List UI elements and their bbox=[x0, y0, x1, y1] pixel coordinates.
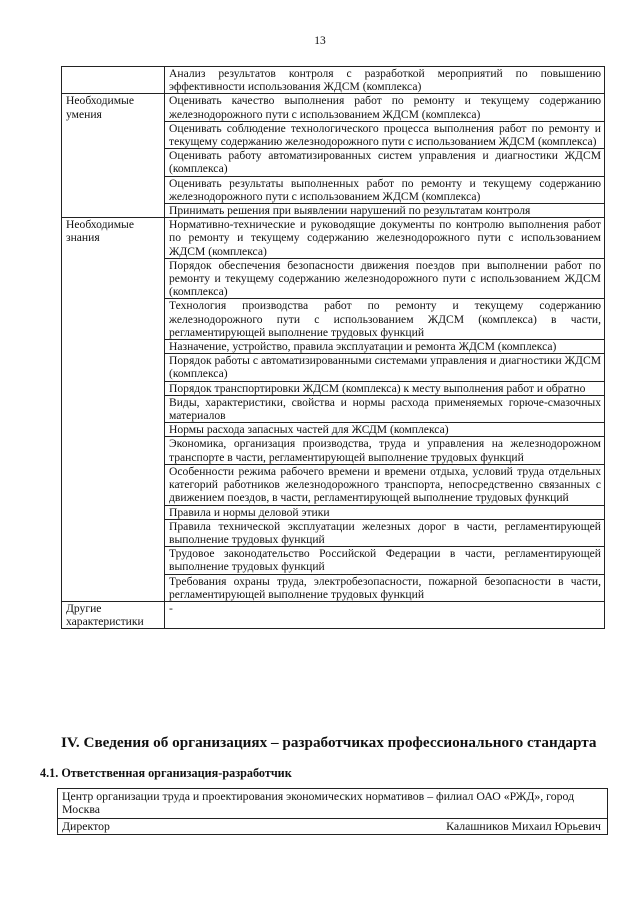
row-item: Оценивать результаты выполненных работ по ремонту и текущему содержанию железнодорожного пути с использованием ЖДСМ (комплекса) bbox=[165, 176, 605, 203]
characteristics-table bbox=[61, 66, 605, 629]
row-item: Нормы расхода запасных частей для ЖСДМ (комплекса) bbox=[165, 423, 605, 437]
subsection-title: 4.1. Ответственная организация-разработчик bbox=[40, 766, 292, 780]
row-item: Оценивать работу автоматизированных систем управления и диагностики ЖДСМ (комплекса) bbox=[165, 149, 605, 176]
table-row bbox=[62, 94, 605, 121]
org-head-name: Калашников Михаил Юрьевич bbox=[446, 818, 601, 833]
row-item: Принимать решения при выявлении нарушений по результатам контроля bbox=[165, 204, 605, 218]
row-item: Экономика, организация производства, труда и управления на железнодорожном транспорте в части, регламентирующей выполнение трудовых функций bbox=[165, 437, 605, 464]
section-title: IV. Сведения об организациях – разработчиках профессионального стандарта bbox=[61, 734, 597, 751]
row-item: Виды, характеристики, свойства и нормы расхода применяемых горюче-смазочных материалов bbox=[165, 395, 605, 422]
row-item: Правила технической эксплуатации железных дорог в части, регламентирующей выполнение трудовых функций bbox=[165, 519, 605, 546]
row-item: - bbox=[165, 601, 605, 628]
org-head-row bbox=[58, 818, 608, 834]
row-item: Трудовое законодательство Российской Федерации в части, регламентирующей выполнение трудовых функций bbox=[165, 547, 605, 574]
row-item: Оценивать соблюдение технологического процесса выполнения работ по ремонту и текущему содержанию железнодорожного пути с использованием ЖДСМ (комплекса) bbox=[165, 121, 605, 148]
row-item: Порядок транспортировки ЖДСМ (комплекса) к месту выполнения работ и обратно bbox=[165, 381, 605, 395]
row-item: Правила и нормы деловой этики bbox=[165, 505, 605, 519]
row-item: Технология производства работ по ремонту и текущему содержанию железнодорожного пути с использованием ЖДСМ (комплекса) в части, регламентирующей выполнение трудовых функций bbox=[165, 299, 605, 340]
table-row bbox=[62, 67, 605, 94]
row-label: Необходимые знания bbox=[62, 218, 165, 602]
org-name-row bbox=[58, 789, 608, 819]
row-label bbox=[62, 67, 165, 94]
org-head-position: Директор bbox=[62, 818, 110, 833]
org-name: Центр организации труда и проектирования экономических нормативов – филиал ОАО «РЖД», город Москва bbox=[58, 789, 608, 819]
row-item: Порядок работы с автоматизированными системами управления и диагностики ЖДСМ (комплекса) bbox=[165, 354, 605, 381]
organization-table bbox=[57, 788, 608, 835]
row-item: Нормативно-технические и руководящие документы по контролю выполнения работ по ремонту и текущему содержанию железнодорожного пути с использованием ЖДСМ (комплекса) bbox=[165, 218, 605, 259]
row-item: Требования охраны труда, электробезопасности, пожарной безопасности в части, регламентирующей выполнение трудовых функций bbox=[165, 574, 605, 601]
table-row bbox=[62, 218, 605, 259]
row-item: Порядок обеспечения безопасности движения поездов при выполнении работ по ремонту и текущему содержанию железнодорожного пути с использованием ЖДСМ (комплекса) bbox=[165, 258, 605, 299]
row-item: Анализ результатов контроля с разработкой мероприятий по повышению эффективности использования ЖДСМ (комплекса) bbox=[165, 67, 605, 94]
table-row bbox=[62, 601, 605, 628]
row-label: Другие характеристики bbox=[62, 601, 165, 628]
row-item: Особенности режима рабочего времени и времени отдыха, условий труда отдельных категорий работников железнодорожного транспорта, непосредственно связанных с движением поездов, в части, регламентирующей выполнение трудовых функций bbox=[165, 464, 605, 505]
row-label: Необходимые умения bbox=[62, 94, 165, 218]
row-item: Оценивать качество выполнения работ по ремонту и текущему содержанию железнодорожного пути с использованием ЖДСМ (комплекса) bbox=[165, 94, 605, 121]
row-item: Назначение, устройство, правила эксплуатации и ремонта ЖДСМ (комплекса) bbox=[165, 340, 605, 354]
page-number: 13 bbox=[314, 35, 326, 47]
